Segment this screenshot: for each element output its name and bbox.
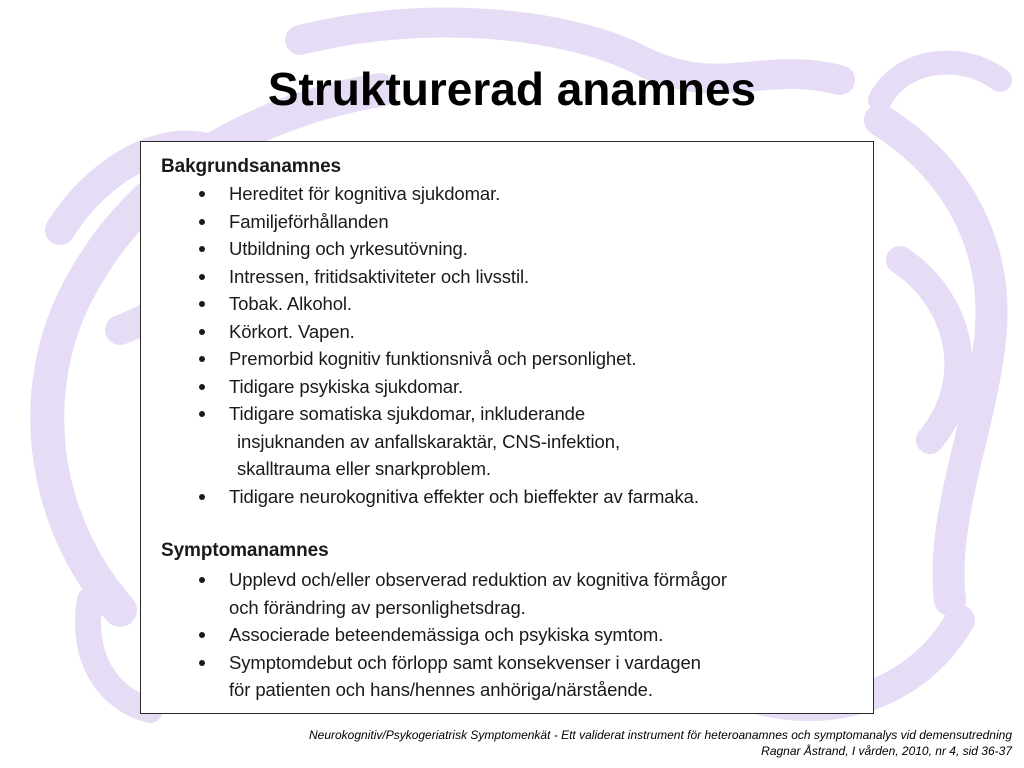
list-item: Utbildning och yrkesutövning. xyxy=(141,235,875,263)
scanned-document-box xyxy=(140,141,874,714)
list-item: Symptomdebut och förlopp samt konsekvenser i vardagen för patienten och hans/hennes anhöriga/närstående. xyxy=(141,649,875,704)
list-item: Hereditet för kognitiva sjukdomar. xyxy=(141,180,875,208)
list-item: Körkort. Vapen. xyxy=(141,318,875,346)
list-item: Familjeförhållanden xyxy=(141,208,875,236)
citation-line-2: Ragnar Åstrand, I vården, 2010, nr 4, sid 36-37 xyxy=(761,744,1012,758)
bakgrund-list xyxy=(141,180,875,510)
symptom-list xyxy=(141,566,875,704)
list-item: Tobak. Alkohol. xyxy=(141,290,875,318)
list-item: Tidigare psykiska sjukdomar. xyxy=(141,373,875,401)
section-heading-bakgrundsanamnes: Bakgrundsanamnes xyxy=(161,156,342,177)
list-item: Associerade beteendemässiga och psykiska symtom. xyxy=(141,621,875,649)
list-item: Premorbid kognitiv funktionsnivå och personlighet. xyxy=(141,345,875,373)
slide-title: Strukturerad anamnes xyxy=(267,63,757,115)
list-item: Tidigare neurokognitiva effekter och bieffekter av farmaka. xyxy=(141,483,875,511)
list-item: Intressen, fritidsaktiviteter och livsstil. xyxy=(141,263,875,291)
list-item: Upplevd och/eller observerad reduktion av kognitiva förmågor och förändring av personlighetsdrag. xyxy=(141,566,875,621)
section-heading-symptomanamnes: Symptomanamnes xyxy=(161,540,329,561)
citation-line-1: Neurokognitiv/Psykogeriatrisk Symptomenkät - Ett validerat instrument för heteroanamnes och symptomanalys vid demensutredning xyxy=(309,728,1012,742)
list-item: Tidigare somatiska sjukdomar, inkluderande insjuknanden av anfallskaraktär, CNS-infektion, skalltrauma eller snarkproblem. xyxy=(141,400,875,483)
citation-footer xyxy=(309,727,1012,759)
